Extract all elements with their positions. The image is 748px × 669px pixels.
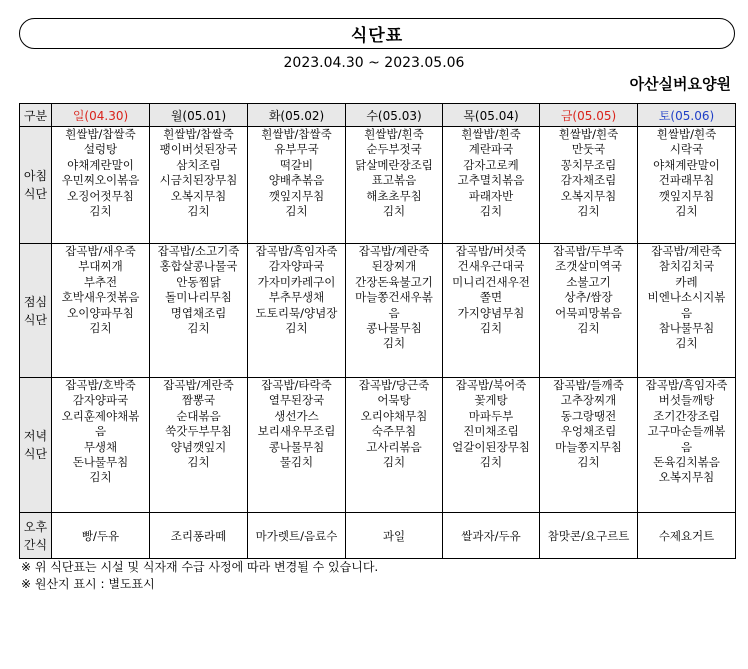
- menu-item: 얼갈이된장무침: [452, 439, 530, 454]
- menu-item: 어묵피망볶음: [555, 305, 622, 320]
- menu-item: 음: [680, 439, 693, 454]
- row-label-breakfast: [20, 127, 52, 244]
- menu-item: 우민찌오이볶음: [61, 173, 140, 188]
- menu-item: 감자양파국: [72, 393, 129, 408]
- menu-item: 오복지무침: [170, 188, 227, 203]
- menu-item: 고구마순들깨볶: [647, 424, 726, 439]
- notes: [21, 559, 378, 593]
- menu-item: 순대볶음: [176, 408, 221, 423]
- menu-cell: [443, 378, 540, 513]
- row-label-snack: [20, 513, 52, 559]
- menu-cell: [346, 127, 443, 244]
- page-title: [19, 18, 735, 49]
- menu-item: 김치: [89, 470, 112, 485]
- menu-item: 잡곡밥/계란죽: [163, 378, 234, 392]
- menu-item: 깻잎지무침: [268, 188, 325, 203]
- menu-item: 간장돈육불고기: [355, 274, 433, 289]
- menu-item: 오징어젓무침: [67, 188, 134, 203]
- menu-item: 쫄면: [479, 290, 503, 305]
- menu-item: 꽃게탕: [474, 393, 508, 408]
- menu-item: 양념깻잎지: [170, 439, 227, 454]
- menu-item: 돌미나리무침: [165, 290, 232, 305]
- menu-item: 마파두부: [468, 408, 514, 423]
- day-header-mon: 월(05.01): [150, 104, 248, 127]
- menu-item: 비엔나소시지볶: [647, 290, 726, 305]
- meal-row-lunch: [20, 244, 736, 378]
- menu-item: 조갯살미역국: [555, 259, 622, 274]
- menu-item: 잡곡밥/흑임자죽: [255, 244, 338, 258]
- menu-item: 흰쌀밥/찹쌀죽: [163, 127, 234, 141]
- menu-table: [19, 103, 736, 559]
- menu-item: 오리야채무침: [360, 408, 428, 423]
- menu-cell: [346, 378, 443, 513]
- menu-item: 김치: [285, 321, 308, 336]
- menu-item: 삼치조림: [176, 157, 221, 172]
- menu-item: 깻잎지무침: [658, 188, 715, 203]
- menu-item: 양배추볶음: [268, 173, 325, 188]
- menu-item: 잡곡밥/당근죽: [358, 378, 430, 392]
- menu-item: 오복지무침: [560, 188, 617, 203]
- menu-item: 팽이버섯된장국: [159, 142, 238, 157]
- menu-item: 잡곡밥/새우죽: [65, 244, 136, 258]
- menu-item: 도토리묵/양념장: [255, 305, 338, 320]
- menu-item: 마늘쫑건새우볶: [355, 290, 433, 305]
- menu-cell: [248, 378, 346, 513]
- menu-item: 김치: [382, 204, 406, 219]
- menu-item: 해초초무침: [366, 188, 422, 203]
- menu-item: 잡곡밥/타락죽: [261, 378, 332, 392]
- menu-item: 건파래무침: [658, 173, 715, 188]
- menu-item: 설렁탕: [83, 142, 118, 157]
- menu-item: 홍합살콩나물국: [159, 259, 238, 274]
- menu-item: 콩나물무침: [268, 439, 325, 454]
- menu-item: 잡곡밥/계란죽: [358, 244, 430, 258]
- menu-item: 감자고로케: [463, 157, 519, 172]
- menu-item: 잡곡밥/호박죽: [65, 378, 136, 392]
- menu-item: 소불고기: [566, 274, 611, 289]
- menu-item: 동그랑땡전: [560, 408, 617, 423]
- meal-row-breakfast: [20, 127, 736, 244]
- menu-item: 김치: [285, 204, 308, 219]
- menu-item: 호박새우젓볶음: [61, 290, 140, 305]
- menu-item: 건새우근대국: [457, 259, 525, 274]
- row-label-line: 아침: [23, 169, 48, 183]
- menu-item: 떡갈비: [279, 157, 314, 172]
- menu-item: 가자미카레구이: [257, 274, 336, 289]
- menu-item: 흰쌀밥/흰죽: [461, 127, 521, 141]
- snack-cell: 참맛콘/요구르트: [540, 513, 638, 559]
- organization-name: 아산실버요양원: [629, 75, 731, 93]
- menu-item: 잡곡밥/버섯죽: [455, 244, 527, 258]
- menu-item: 부추전: [83, 274, 118, 289]
- menu-item: 짬뽕국: [181, 393, 216, 408]
- row-label-line: 점심: [23, 294, 48, 309]
- row-label-line: 저녁: [23, 429, 48, 443]
- menu-item: 김치: [89, 321, 112, 336]
- menu-item: 시금치된장무침: [159, 173, 238, 188]
- menu-item: 닭살메란장조림: [355, 157, 433, 172]
- day-header-tue: 화(05.02): [248, 104, 346, 127]
- menu-item: 우엉채조림: [560, 424, 617, 439]
- day-header-fri: 금(05.05): [540, 104, 638, 127]
- menu-cell: [150, 378, 248, 513]
- menu-item: 돈육김치볶음: [653, 455, 720, 470]
- menu-item: 카레: [675, 274, 698, 289]
- menu-cell: [540, 378, 638, 513]
- menu-item: 오복지무침: [658, 470, 715, 485]
- row-label-line: 오후: [23, 519, 48, 534]
- menu-item: 참치김치국: [658, 259, 715, 274]
- menu-item: 상추/쌈장: [564, 290, 613, 305]
- menu-item: 고추장찌개: [560, 393, 617, 408]
- menu-cell: [150, 127, 248, 244]
- menu-item: 파래자반: [468, 188, 514, 203]
- menu-item: 미니리건새우전: [452, 274, 530, 289]
- row-label-lunch: [20, 244, 52, 378]
- menu-item: 김치: [577, 321, 600, 336]
- menu-cell: [248, 127, 346, 244]
- menu-item: 어묵탕: [377, 393, 411, 408]
- menu-item: 순두부젓국: [366, 142, 422, 157]
- menu-item: 안동찜닭: [176, 274, 221, 289]
- menu-cell: [540, 244, 638, 378]
- menu-item: 부대찌개: [78, 259, 123, 274]
- menu-item: 표고볶음: [371, 173, 417, 188]
- snack-cell: 빵/두유: [52, 513, 150, 559]
- menu-item: 김치: [382, 336, 406, 351]
- menu-item: 잡곡밥/흑임자죽: [645, 378, 728, 392]
- menu-item: 가지양념무침: [457, 305, 525, 320]
- menu-item: 야채계란말이: [67, 157, 134, 172]
- menu-item: 만둣국: [571, 142, 606, 157]
- header-row: [20, 104, 736, 127]
- menu-item: 김치: [577, 455, 600, 470]
- menu-item: 김치: [89, 204, 112, 219]
- menu-item: 조기간장조림: [653, 408, 720, 423]
- snack-cell: 조리퐁라떼: [150, 513, 248, 559]
- header-corner: 구분: [20, 104, 52, 127]
- menu-item: 무생채: [83, 439, 118, 454]
- snack-cell: 쌀과자/두유: [443, 513, 540, 559]
- menu-item: 콩나물무침: [366, 321, 422, 336]
- menu-cell: [443, 244, 540, 378]
- menu-item: 김치: [577, 204, 600, 219]
- menu-cell: [443, 127, 540, 244]
- menu-item: 야채계란말이: [653, 157, 720, 172]
- menu-item: 시락국: [669, 142, 704, 157]
- snack-row: [20, 513, 736, 559]
- menu-item: 부추무생채: [268, 290, 325, 305]
- menu-item: 김치: [675, 204, 698, 219]
- menu-item: 진미채조림: [463, 424, 519, 439]
- menu-cell: [346, 244, 443, 378]
- menu-cell: [52, 378, 150, 513]
- menu-cell: [150, 244, 248, 378]
- snack-cell: 수제요거트: [638, 513, 736, 559]
- row-label-line: 식단: [23, 312, 48, 327]
- menu-item: 감자채조림: [560, 173, 617, 188]
- menu-item: 계란파국: [468, 142, 514, 157]
- menu-item: 김치: [479, 455, 503, 470]
- menu-item: 숙주무침: [371, 424, 417, 439]
- menu-item: 고추멸치볶음: [457, 173, 525, 188]
- note-line: ※ 위 식단표는 시설 및 식자재 수급 사정에 따라 변경될 수 있습니다.: [21, 560, 379, 574]
- day-header-sat: 토(05.06): [638, 104, 736, 127]
- menu-cell: [540, 127, 638, 244]
- menu-item: 된장찌개: [371, 259, 417, 274]
- meal-row-dinner: [20, 378, 736, 513]
- menu-item: 참나물무침: [658, 321, 715, 336]
- row-label-line: 식단: [23, 447, 48, 461]
- menu-item: 돈나물무침: [72, 455, 129, 470]
- menu-cell: [248, 244, 346, 378]
- menu-item: 잡곡밥/계란죽: [651, 244, 722, 258]
- menu-item: 명엽채조림: [170, 305, 227, 320]
- menu-item: 김치: [382, 455, 406, 470]
- menu-item: 김치: [675, 336, 698, 351]
- menu-item: 버섯들깨탕: [658, 393, 715, 408]
- page-title-text: 식단표: [350, 26, 404, 46]
- menu-item: 김치: [187, 204, 210, 219]
- menu-item: 유부무국: [274, 142, 319, 157]
- menu-item: 꽁치무조림: [560, 157, 617, 172]
- menu-item: 잡곡밥/북어죽: [455, 378, 527, 392]
- day-header-thu: 목(05.04): [443, 104, 540, 127]
- menu-item: 김치: [479, 204, 503, 219]
- menu-item: 잡곡밥/소고기죽: [157, 244, 240, 258]
- menu-item: 오리훈제야채볶: [61, 408, 140, 423]
- menu-item: 김치: [479, 321, 503, 336]
- menu-item: 김치: [187, 455, 210, 470]
- menu-item: 물김치: [279, 455, 314, 470]
- note-line: ※ 원산지 표시 : 별도표시: [21, 577, 155, 591]
- date-range: 2023.04.30 ~ 2023.05.06: [283, 55, 465, 71]
- menu-item: 마늘쫑지무침: [555, 439, 622, 454]
- menu-item: 고사리볶음: [366, 439, 422, 454]
- row-label-dinner: [20, 378, 52, 513]
- snack-cell: 마가렛트/음료수: [248, 513, 346, 559]
- menu-cell: [638, 244, 736, 378]
- menu-cell: [638, 378, 736, 513]
- menu-item: 오이양파무침: [67, 305, 134, 320]
- row-label-line: 간식: [23, 537, 48, 552]
- menu-item: 감자양파국: [268, 259, 325, 274]
- menu-item: 잡곡밥/들깨죽: [553, 378, 624, 392]
- menu-item: 열무된장국: [268, 393, 325, 408]
- row-label-line: 식단: [23, 187, 48, 201]
- menu-item: 생선가스: [274, 408, 319, 423]
- menu-item: 흰쌀밥/찹쌀죽: [261, 127, 332, 141]
- menu-item: 잡곡밥/두부죽: [553, 244, 624, 258]
- menu-item: 쑥갓두부무침: [165, 424, 232, 439]
- menu-item: 흰쌀밥/찹쌀죽: [65, 127, 136, 141]
- menu-cell: [52, 244, 150, 378]
- menu-item: 음: [388, 305, 400, 320]
- snack-cell: 과일: [346, 513, 443, 559]
- menu-item: 음: [94, 424, 107, 439]
- menu-item: 보리새우무조림: [257, 424, 336, 439]
- menu-item: 흰쌀밥/흰죽: [656, 127, 717, 141]
- menu-item: 흰쌀밥/흰죽: [364, 127, 424, 141]
- menu-cell: [638, 127, 736, 244]
- menu-item: 김치: [187, 321, 210, 336]
- menu-item: 음: [680, 305, 693, 320]
- menu-cell: [52, 127, 150, 244]
- day-header-sun: 일(04.30): [52, 104, 150, 127]
- menu-item: 흰쌀밥/흰죽: [558, 127, 619, 141]
- day-header-wed: 수(05.03): [346, 104, 443, 127]
